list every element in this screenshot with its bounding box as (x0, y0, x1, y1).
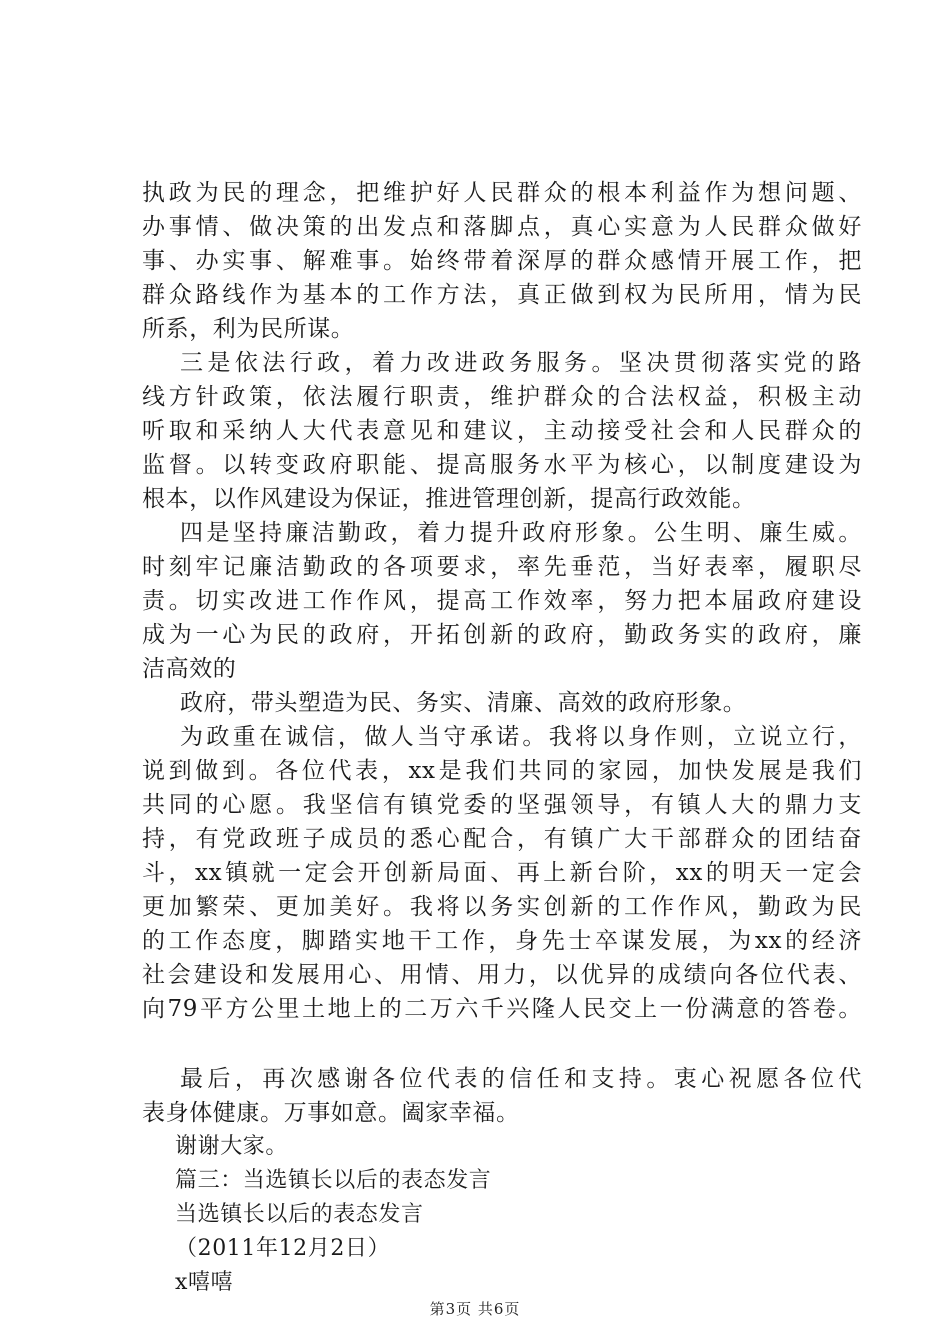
paragraph-line: 成为一心为民的政府，开拓创新的政府，勤政务实的政府，廉 (142, 622, 862, 648)
paragraph-line: 说到做到。各位代表，xx是我们共同的家园，加快发展是我们 (142, 758, 862, 784)
paragraph-line: 办事情、做决策的出发点和落脚点，真心实意为人民群众做好 (142, 214, 862, 240)
paragraph-line: 群众路线作为基本的工作方法，真正做到权为民所用，情为民 (142, 282, 862, 308)
paragraph-line: 四是坚持廉洁勤政，着力提升政府形象。公生明、廉生威。 (180, 520, 862, 546)
paragraph-line: 线方针政策，依法履行职责，维护群众的合法权益，积极主动 (142, 384, 862, 410)
section-heading: 篇三：当选镇长以后的表态发言 (175, 1168, 492, 1193)
paragraph-line: 斗，xx镇就一定会开创新局面、再上新台阶，xx的明天一定会 (142, 860, 862, 886)
paragraph-line: 听取和采纳人大代表意见和建议，主动接受社会和人民群众的 (142, 418, 862, 444)
page-number: 第3页 共6页 (429, 1300, 521, 1318)
paragraph-line: 根本，以作风建设为保证，推进管理创新，提高行政效能。 (142, 486, 756, 512)
paragraph-line: 执政为民的理念，把维护好人民群众的根本利益作为想问题、 (142, 180, 862, 206)
paragraph-line: 时刻牢记廉洁勤政的各项要求，率先垂范，当好表率，履职尽 (142, 554, 862, 580)
paragraph-line: 的工作态度，脚踏实地干工作，身先士卒谋发展，为xx的经济 (142, 928, 862, 954)
paragraph-line: 社会建设和发展用心、用情、用力，以优异的成绩向各位代表、 (142, 962, 862, 988)
paragraph-line: 为政重在诚信，做人当守承诺。我将以身作则，立说立行， (180, 724, 862, 750)
paragraph-line: 持，有党政班子成员的悉心配合，有镇广大干部群众的团结奋 (142, 826, 862, 852)
paragraph-line: 最后，再次感谢各位代表的信任和支持。衷心祝愿各位代 (180, 1066, 862, 1092)
speech-date: （2011年12月2日） (175, 1236, 391, 1261)
paragraph-line: 向79平方公里土地上的二万六千兴隆人民交上一份满意的答卷。 (142, 996, 862, 1022)
paragraph-line: 表身体健康。万事如意。阖家幸福。 (142, 1100, 520, 1126)
paragraph-line: 事、办实事、解难事。始终带着深厚的群众感情开展工作，把 (142, 248, 862, 274)
paragraph-line: 三是依法行政，着力改进政务服务。坚决贯彻落实党的路 (180, 350, 862, 376)
paragraph-line: 所系，利为民所谋。 (142, 316, 355, 342)
speaker-name: x嘻嘻 (175, 1270, 234, 1295)
paragraph-line: 洁高效的 (142, 656, 237, 682)
paragraph-line: 共同的心愿。我坚信有镇党委的坚强领导，有镇人大的鼎力支 (142, 792, 862, 818)
paragraph-line: 更加繁荣、更加美好。我将以务实创新的工作作风，勤政为民 (142, 894, 862, 920)
paragraph-line: 政府，带头塑造为民、务实、清廉、高效的政府形象。 (180, 690, 747, 716)
closing-line: 谢谢大家。 (175, 1134, 289, 1159)
speech-title: 当选镇长以后的表态发言 (175, 1202, 424, 1227)
paragraph-line: 监督。以转变政府职能、提高服务水平为核心，以制度建设为 (142, 452, 862, 478)
paragraph-line: 责。切实改进工作作风，提高工作效率，努力把本届政府建设 (142, 588, 862, 614)
